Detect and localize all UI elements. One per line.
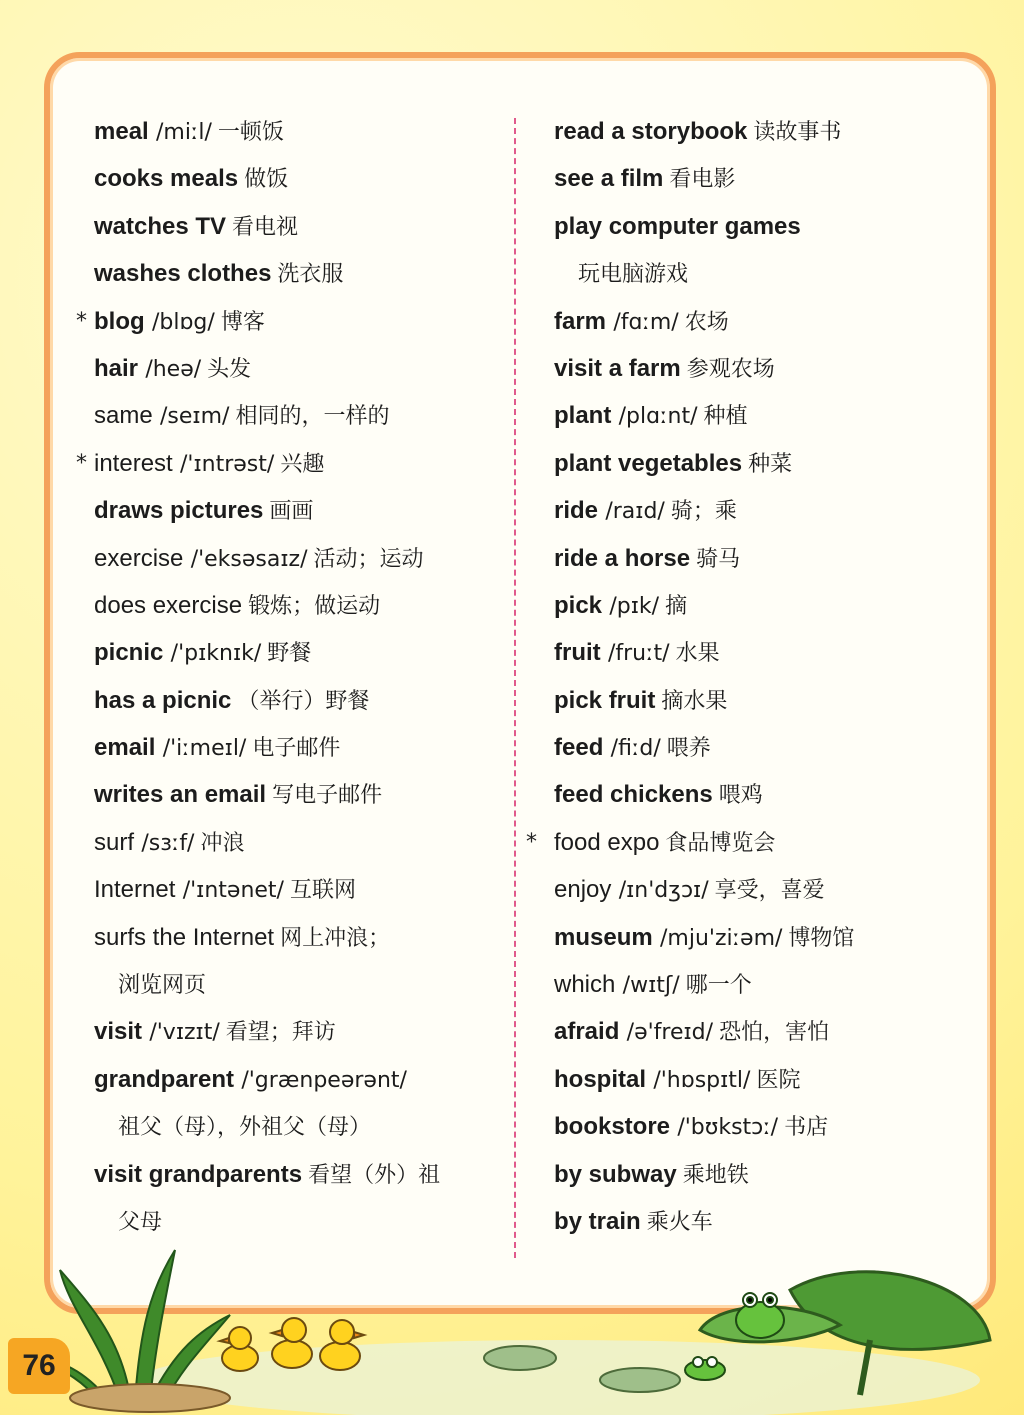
- vocab-entry: [554, 347, 964, 394]
- vocab-translation: 写电子邮件: [272, 783, 383, 809]
- vocab-translation: 骑马: [696, 546, 741, 572]
- vocab-word: surfs the Internet: [94, 923, 275, 951]
- vocab-translation: 水果: [675, 641, 720, 667]
- vocab-translation: 互联网: [289, 878, 356, 904]
- vocab-word: email: [94, 734, 156, 762]
- vocab-translation: 兴趣: [280, 451, 325, 477]
- vocab-word: hospital: [554, 1065, 647, 1093]
- vocab-entry: [94, 773, 504, 820]
- vocab-word: picnic: [94, 639, 164, 667]
- vocab-translation: 看望；拜访: [225, 1020, 336, 1046]
- vocab-entry: [94, 157, 504, 204]
- vocab-phonetic: /fiːd/: [610, 736, 661, 762]
- vocab-word: cooks meals: [94, 165, 239, 193]
- vocab-phonetic: /ɪn'dʒɔɪ/: [618, 878, 709, 904]
- vocab-word: plant vegetables: [554, 449, 743, 477]
- vocab-word: which: [554, 971, 616, 999]
- vocab-entry: [554, 679, 964, 726]
- vocab-word: farm: [554, 307, 607, 335]
- column-divider: [514, 118, 516, 1258]
- vocab-translation: 博客: [220, 309, 265, 335]
- vocab-entry: [554, 631, 964, 678]
- vocab-word: draws pictures: [94, 497, 264, 525]
- vocab-entry: [94, 679, 504, 726]
- vocab-entry: [554, 1058, 964, 1105]
- vocab-phonetic: /'grænpeərənt/: [241, 1067, 407, 1093]
- vocab-translation: 活动；运动: [313, 546, 424, 572]
- vocab-translation: 摘: [665, 593, 688, 619]
- vocab-translation: 看望（外）祖: [308, 1162, 441, 1188]
- vocab-word: bookstore: [554, 1113, 671, 1141]
- vocab-translation: 一顿饭: [217, 120, 284, 145]
- vocab-translation: 头发: [207, 356, 252, 382]
- vocab-phonetic: /seɪm/: [160, 404, 230, 430]
- vocab-phonetic: /wɪtʃ/: [622, 973, 680, 999]
- vocab-translation: 恐怕，害怕: [719, 1020, 830, 1046]
- vocab-entry: [554, 584, 964, 631]
- vocab-column-left: [76, 110, 504, 1247]
- vocab-phonetic: /fɑːm/: [613, 309, 679, 335]
- vocab-translation: 网上冲浪；: [280, 925, 391, 951]
- vocab-phonetic: /'vɪzɪt/: [149, 1020, 220, 1046]
- vocab-entry: [94, 1105, 504, 1152]
- vocab-phonetic: /'ɪntənet/: [182, 878, 284, 904]
- vocab-entry: [94, 347, 504, 394]
- vocab-phonetic: /'iːmeɪl/: [162, 736, 247, 762]
- vocab-word: blog: [94, 307, 145, 335]
- vocab-entry: [94, 963, 504, 1010]
- vocab-entry: [554, 442, 964, 489]
- vocab-entry: [94, 726, 504, 773]
- vocab-entry: [554, 110, 964, 157]
- vocab-word: fruit: [554, 639, 601, 667]
- vocab-translation: 医院: [756, 1067, 801, 1093]
- vocab-translation: 博物馆: [788, 925, 855, 951]
- vocab-phonetic: /plɑːnt/: [618, 404, 698, 430]
- vocab-word: Internet: [94, 876, 176, 904]
- vocab-entry: [94, 1058, 504, 1105]
- vocab-entry: [94, 1153, 504, 1200]
- vocab-entry: [554, 868, 964, 915]
- vocab-entry: [94, 110, 504, 157]
- vocab-word: plant: [554, 402, 612, 430]
- vocab-translation: 锻炼；做运动: [248, 593, 381, 619]
- page-number: 76: [22, 1349, 56, 1382]
- vocab-word: grandparent: [94, 1065, 235, 1093]
- vocab-entry: [554, 537, 964, 584]
- vocab-entry: [554, 205, 964, 252]
- vocab-entry: [94, 489, 504, 536]
- vocab-translation: 做饭: [244, 167, 289, 193]
- vocab-translation-continued: 浏览网页: [118, 973, 207, 999]
- vocab-phonetic: /miːl/: [156, 120, 212, 145]
- vocab-phonetic: /'ɪntrəst/: [180, 451, 275, 477]
- vocab-word: play computer games: [554, 212, 801, 240]
- vocab-phonetic: /blɒg/: [151, 309, 215, 335]
- vocab-translation: 食品博览会: [665, 830, 776, 856]
- vocab-translation: 野餐: [267, 641, 312, 667]
- vocab-translation: 书店: [784, 1115, 829, 1141]
- vocab-entry: [554, 1010, 964, 1057]
- vocab-word: pick fruit: [554, 686, 656, 714]
- vocab-entry: [94, 1010, 504, 1057]
- vocab-entry: [554, 916, 964, 963]
- pond-water: [140, 1340, 980, 1415]
- vocab-translation: 冲浪: [200, 830, 245, 856]
- vocab-translation: 读故事书: [753, 120, 842, 145]
- vocab-word: ride a horse: [554, 544, 691, 572]
- vocab-entry: [554, 394, 964, 441]
- vocab-entry: [94, 394, 504, 441]
- vocab-entry: [554, 489, 964, 536]
- vocab-entry: [94, 537, 504, 584]
- vocab-translation: 乘火车: [646, 1209, 713, 1235]
- vocab-translation: 种菜: [748, 451, 793, 477]
- vocab-phonetic: /ə'freɪd/: [626, 1020, 714, 1046]
- vocab-entry: [94, 584, 504, 631]
- vocab-word: museum: [554, 923, 653, 951]
- vocab-word: visit a farm: [554, 354, 681, 382]
- vocab-phonetic: /raɪd/: [605, 499, 665, 525]
- vocab-translation: 喂养: [666, 736, 711, 762]
- vocab-phonetic: /pɪk/: [609, 593, 660, 619]
- duckling-1: [220, 1327, 258, 1371]
- vocab-phonetic: /'bʊkstɔː/: [677, 1115, 779, 1141]
- vocab-entry: [76, 442, 504, 489]
- vocab-phonetic: /mju'ziːəm/: [660, 925, 783, 951]
- vocab-word: feed: [554, 734, 604, 762]
- vocab-entry: [94, 868, 504, 915]
- vocab-translation: 摘水果: [661, 688, 728, 714]
- vocab-word: interest: [94, 449, 173, 477]
- vocab-entry: [554, 157, 964, 204]
- vocab-word: exercise: [94, 544, 184, 572]
- vocab-word: pick: [554, 591, 603, 619]
- vocab-entry: [554, 1153, 964, 1200]
- vocab-translation: 参观农场: [686, 356, 775, 382]
- frog: [736, 1293, 784, 1338]
- vocab-phonetic: /'hɒspɪtl/: [653, 1067, 751, 1093]
- vocab-translation: 乘地铁: [682, 1162, 749, 1188]
- vocab-entry: [554, 1105, 964, 1152]
- vocab-word: by subway: [554, 1160, 677, 1188]
- vocab-entry: [94, 631, 504, 678]
- vocab-entry: [554, 726, 964, 773]
- vocab-word: surf: [94, 828, 135, 856]
- vocab-translation: （举行）野餐: [237, 688, 370, 714]
- vocab-phonetic: /'eksəsaɪz/: [190, 546, 308, 572]
- vocab-word: enjoy: [554, 876, 612, 904]
- vocab-translation-continued: 父母: [118, 1209, 163, 1235]
- vocab-translation-continued: 玩电脑游戏: [578, 262, 689, 288]
- vocab-entry: [94, 916, 504, 963]
- vocab-phonetic: /'pɪknɪk/: [170, 641, 262, 667]
- vocab-word: afraid: [554, 1018, 620, 1046]
- vocab-word: same: [94, 402, 153, 430]
- vocab-translation: 哪一个: [685, 973, 752, 999]
- vocab-word: visit grandparents: [94, 1160, 303, 1188]
- vocab-translation: 电子邮件: [252, 736, 341, 762]
- vocab-translation: 相同的，一样的: [235, 404, 390, 430]
- vocab-entry: [94, 252, 504, 299]
- vocab-entry: [554, 963, 964, 1010]
- vocab-translation: 洗衣服: [277, 262, 344, 288]
- vocab-word: read a storybook: [554, 118, 748, 145]
- vocab-entry: [94, 821, 504, 868]
- duckling-2: [272, 1318, 312, 1368]
- vocab-word: writes an email: [94, 781, 267, 809]
- vocab-entry: [94, 205, 504, 252]
- vocab-word: does exercise: [94, 591, 243, 619]
- vocab-entry: [526, 821, 964, 868]
- vocab-entry: [76, 300, 504, 347]
- vocab-word: by train: [554, 1207, 641, 1235]
- vocab-word: food expo: [554, 828, 660, 856]
- vocab-translation: 看电影: [669, 167, 736, 193]
- optional-word-star-icon: *: [76, 450, 87, 476]
- vocab-phonetic: /sɜːf/: [141, 830, 195, 856]
- illustration-pond: [0, 1230, 1024, 1415]
- vocab-translation: 享受，喜爱: [714, 878, 825, 904]
- vocab-word: see a film: [554, 165, 664, 193]
- vocab-entry: [554, 252, 964, 299]
- vocab-translation: 骑；乘: [670, 499, 737, 525]
- vocab-word: washes clothes: [94, 260, 272, 288]
- vocab-translation: 画画: [269, 499, 314, 525]
- vocab-translation: 喂鸡: [718, 783, 763, 809]
- vocab-word: hair: [94, 354, 139, 382]
- vocab-translation: 种植: [703, 404, 748, 430]
- vocab-phonetic: /fruːt/: [607, 641, 670, 667]
- vocab-word: watches TV: [94, 212, 227, 240]
- vocab-word: meal: [94, 118, 149, 145]
- vocab-entry: [554, 773, 964, 820]
- vocab-translation-continued: 祖父（母），外祖父（母）: [118, 1115, 372, 1141]
- vocab-word: has a picnic: [94, 686, 232, 714]
- optional-word-star-icon: *: [526, 829, 537, 855]
- page-number-badge: [8, 1338, 70, 1394]
- vocab-translation: 农场: [684, 309, 729, 335]
- vocab-word: ride: [554, 497, 599, 525]
- vocab-column-right: [526, 110, 964, 1247]
- vocab-entry: [554, 300, 964, 347]
- vocab-word: visit: [94, 1018, 143, 1046]
- vocab-translation: 看电视: [232, 214, 299, 240]
- vocab-word: feed chickens: [554, 781, 713, 809]
- optional-word-star-icon: *: [76, 308, 87, 334]
- vocab-phonetic: /heə/: [145, 356, 202, 382]
